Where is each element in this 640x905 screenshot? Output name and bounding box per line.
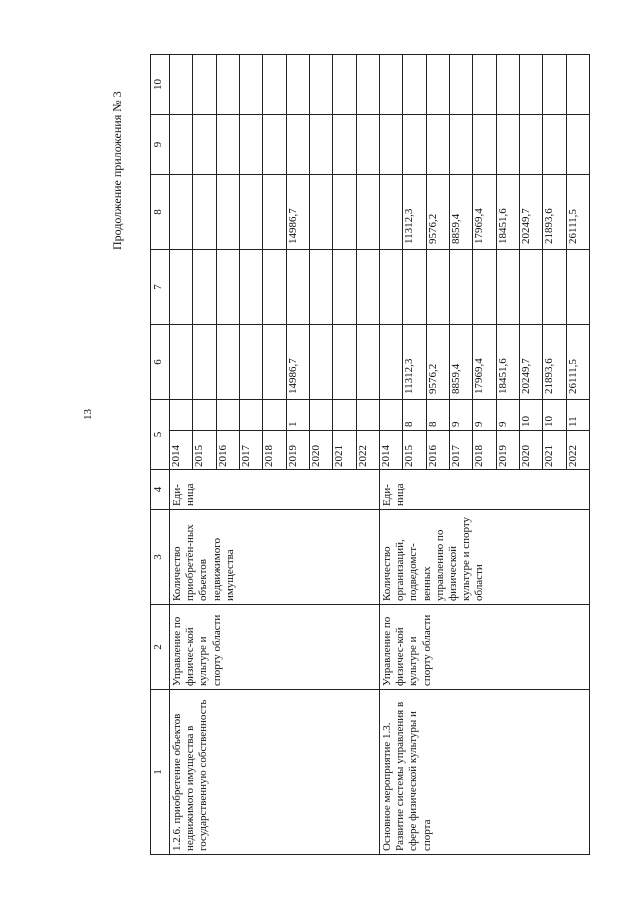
value-cell	[333, 427, 355, 430]
value-cell	[380, 169, 402, 172]
table-row	[380, 55, 590, 855]
column-header: 5	[151, 400, 170, 470]
year-label: 2019	[497, 430, 519, 467]
value-cell	[357, 427, 379, 430]
value-cell	[380, 109, 402, 112]
value-cell: 10	[519, 416, 532, 427]
value-cell	[543, 319, 565, 322]
amount-column	[380, 115, 590, 175]
value-cell	[473, 319, 495, 322]
value-cell	[333, 109, 355, 112]
value-cell	[263, 169, 285, 172]
value-cell	[287, 319, 309, 322]
value-cell	[333, 244, 355, 247]
value-cell: 14986,7	[286, 358, 299, 394]
value-cell	[543, 169, 565, 172]
year-label: 2019	[287, 430, 309, 467]
unit-cell: Еди-ница	[380, 470, 590, 510]
value-cell	[567, 169, 589, 172]
value-cell: 10	[543, 416, 556, 427]
value-cell	[473, 109, 495, 112]
value-cell	[263, 319, 285, 322]
amount-column	[380, 250, 590, 325]
value-cell	[357, 169, 379, 172]
value-cell	[403, 319, 425, 322]
value-cell	[380, 319, 402, 322]
value-cell	[170, 169, 192, 172]
value-cell	[170, 319, 192, 322]
value-cell	[240, 244, 262, 247]
column-header: 10	[151, 55, 170, 115]
value-cell: 8	[403, 421, 416, 427]
value-cell: 20249,7	[519, 208, 532, 244]
event-name-cell: 1.2.6. приобретение объектов недвижимого имущества в государственную собственность	[170, 690, 380, 855]
year-label: 2022	[567, 430, 589, 467]
value-cell: 26111,5	[566, 359, 579, 394]
value-cell: 9576,2	[426, 213, 439, 244]
year-label: 2018	[473, 430, 495, 467]
value-cell	[310, 427, 332, 430]
value-cell	[310, 319, 332, 322]
value-cell	[380, 244, 402, 247]
value-cell	[310, 169, 332, 172]
value-cell	[217, 244, 239, 247]
value-cell	[170, 427, 192, 430]
value-cell	[193, 109, 215, 112]
value-cell	[427, 319, 449, 322]
value-cell: 9	[496, 421, 509, 427]
indicator-cell: Количество приобретён-ных объектов недвижимого имущества	[170, 510, 380, 605]
unit-cell: Еди-ница	[170, 470, 380, 510]
value-cell	[450, 319, 472, 322]
value-cell	[450, 109, 472, 112]
value-cell	[193, 394, 215, 397]
value-cell	[240, 319, 262, 322]
value-cell	[497, 319, 519, 322]
value-cell	[497, 109, 519, 112]
value-cell	[287, 109, 309, 112]
value-cell: 8	[426, 421, 439, 427]
value-cell	[193, 169, 215, 172]
year-label: 2021	[543, 430, 565, 467]
value-cell	[520, 169, 542, 172]
value-cell	[287, 169, 309, 172]
value-cell	[403, 169, 425, 172]
year-label: 2021	[333, 430, 355, 467]
value-cell	[193, 319, 215, 322]
value-cell	[263, 244, 285, 247]
appendix-continuation-note: Продолжение приложения № 3	[110, 91, 124, 250]
value-cell	[310, 244, 332, 247]
value-cell	[263, 394, 285, 397]
amount-column	[380, 55, 590, 115]
year-label: 2016	[217, 430, 239, 467]
table-row	[170, 55, 380, 855]
column-header: 2	[151, 605, 170, 690]
year-value-column	[380, 400, 590, 470]
year-label: 2017	[450, 430, 472, 467]
value-cell	[193, 244, 215, 247]
column-header: 1	[151, 690, 170, 855]
value-cell: 9	[473, 421, 486, 427]
value-cell	[170, 244, 192, 247]
value-cell: 21893,6	[543, 358, 556, 394]
value-cell	[497, 169, 519, 172]
event-name-cell: Основное мероприятие 1.3. Развитие системы управления в сфере физической культуры и спорта	[380, 690, 590, 855]
value-cell	[240, 427, 262, 430]
value-cell	[217, 169, 239, 172]
year-label: 2022	[357, 430, 379, 467]
value-cell	[333, 394, 355, 397]
value-cell	[217, 319, 239, 322]
value-cell	[170, 109, 192, 112]
value-cell	[310, 109, 332, 112]
value-cell	[473, 169, 495, 172]
value-cell	[357, 244, 379, 247]
value-cell: 8859,4	[449, 213, 462, 244]
column-number-row	[151, 55, 170, 855]
year-label: 2015	[403, 430, 425, 467]
year-label: 2016	[427, 430, 449, 467]
amount-column	[170, 175, 380, 250]
value-cell	[240, 394, 262, 397]
value-cell: 9576,2	[426, 363, 439, 394]
amount-column	[380, 325, 590, 400]
column-header: 4	[151, 470, 170, 510]
year-label: 2015	[193, 430, 215, 467]
value-cell	[543, 109, 565, 112]
value-cell	[520, 109, 542, 112]
value-cell: 18451,6	[496, 208, 509, 244]
value-cell	[333, 169, 355, 172]
year-label: 2020	[310, 430, 332, 467]
value-cell	[333, 319, 355, 322]
value-cell: 11312,3	[403, 358, 416, 394]
value-cell	[170, 394, 192, 397]
indicator-cell: Количество организаций, подведомст-венных управлению по физической культуре и спорту области	[380, 510, 590, 605]
value-cell: 21893,6	[543, 208, 556, 244]
value-cell: 20249,7	[519, 358, 532, 394]
value-cell	[380, 427, 402, 430]
value-cell	[263, 427, 285, 430]
value-cell	[240, 109, 262, 112]
column-header: 7	[151, 250, 170, 325]
value-cell	[403, 109, 425, 112]
value-cell: 18451,6	[496, 358, 509, 394]
value-cell: 11312,3	[403, 208, 416, 244]
amount-column	[170, 250, 380, 325]
value-cell	[217, 394, 239, 397]
value-cell: 1	[286, 421, 299, 427]
column-header: 3	[151, 510, 170, 605]
column-header: 9	[151, 115, 170, 175]
column-header: 6	[151, 325, 170, 400]
value-cell	[567, 319, 589, 322]
value-cell	[263, 109, 285, 112]
rotated-table-wrapper	[150, 55, 590, 855]
executor-cell: Управление по физичес-кой культуре и спорту области	[380, 605, 590, 690]
executor-cell: Управление по физичес-кой культуре и спорту области	[170, 605, 380, 690]
value-cell: 26111,5	[566, 209, 579, 244]
value-cell	[310, 394, 332, 397]
value-cell	[427, 169, 449, 172]
value-cell	[567, 109, 589, 112]
amount-column	[170, 115, 380, 175]
value-cell: 11	[566, 416, 579, 427]
value-cell: 9	[449, 421, 462, 427]
amount-column	[170, 55, 380, 115]
value-cell: 17969,4	[473, 358, 486, 394]
value-cell: 17969,4	[473, 208, 486, 244]
value-cell	[520, 319, 542, 322]
value-cell	[217, 109, 239, 112]
value-cell	[357, 394, 379, 397]
year-label: 2018	[263, 430, 285, 467]
page-number: 13	[82, 409, 94, 420]
amount-column	[380, 175, 590, 250]
year-label: 2014	[170, 430, 192, 467]
value-cell	[240, 169, 262, 172]
value-cell: 14986,7	[286, 208, 299, 244]
value-cell	[357, 319, 379, 322]
year-label: 2017	[240, 430, 262, 467]
value-cell	[380, 394, 402, 397]
value-cell	[193, 427, 215, 430]
data-table	[150, 54, 590, 855]
amount-column	[170, 325, 380, 400]
year-label: 2020	[520, 430, 542, 467]
value-cell	[357, 109, 379, 112]
year-label: 2014	[380, 430, 402, 467]
value-cell	[450, 169, 472, 172]
value-cell: 8859,4	[449, 363, 462, 394]
column-header: 8	[151, 175, 170, 250]
year-value-column	[170, 400, 380, 470]
value-cell	[217, 427, 239, 430]
value-cell	[427, 109, 449, 112]
